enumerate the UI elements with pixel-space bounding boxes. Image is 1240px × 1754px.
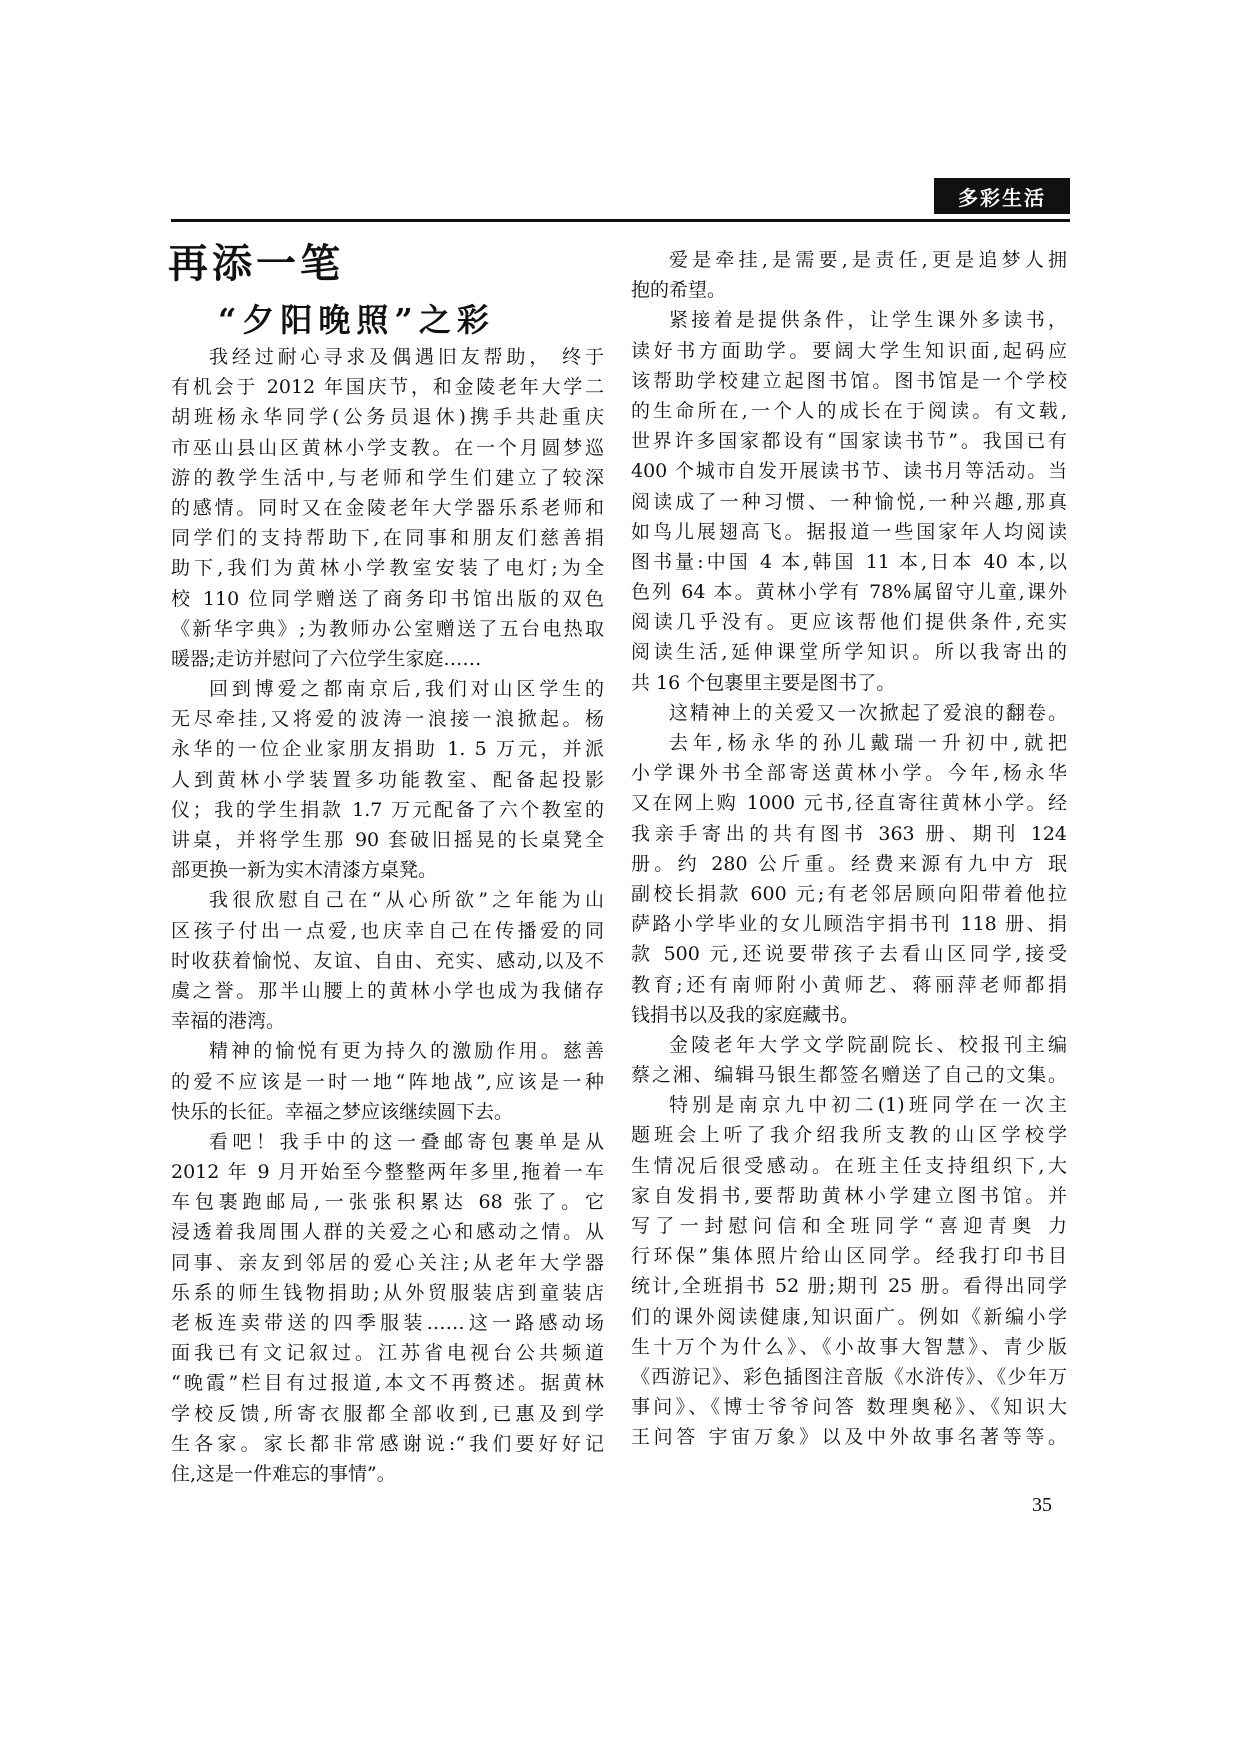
text-line: 图书量:中国 4 本,韩国 11 本,日本 40 本,以 (631, 550, 1067, 573)
text-line: 浸透着我周围人群的关爱之心和感动之情。从 (171, 1221, 604, 1244)
right-column (631, 245, 1067, 1453)
text-line: 有机会于 2012 年国庆节，和金陵老年大学二 (171, 376, 604, 399)
text-line: 爱是牵挂,是需要,是责任,更是追梦人拥 (669, 249, 1067, 271)
text-line: 该帮助学校建立起图书馆。图书馆是一个学校 (631, 369, 1067, 392)
text-line: 校 110 位同学赠送了商务印书馆出版的双色 (171, 587, 604, 610)
text-line: 车包裹跑邮局,一张张积累达 68 张了。它 (171, 1191, 604, 1214)
text-line: 特别是南京九中初二(1)班同学在一次主 (669, 1094, 1067, 1117)
text-line: 王问答 宇宙万象》以及中外故事名著等等。 (631, 1426, 1067, 1449)
text-line: 看吧！我手中的这一叠邮寄包裹单是从 (209, 1130, 604, 1153)
text-line: 的爱不应该是一时一地“阵地战”,应该是一种 (171, 1070, 604, 1093)
text-line: 《新华字典》;为教师办公室赠送了五台电热取 (171, 617, 604, 640)
text-line: 永华的一位企业家朋友捐助 1. 5 万元，并派 (171, 738, 604, 761)
text-line: 世界许多国家都设有“国家读书节”。我国已有 (631, 430, 1067, 453)
text-line: 家自发捐书,要帮助黄林小学建立图书馆。并 (631, 1184, 1067, 1207)
text-line: 读好书方面助学。要阔大学生知识面,起码应 (631, 339, 1067, 362)
text-line: 仪；我的学生捐款 1.7 万元配备了六个教室的 (171, 798, 604, 821)
text-line: 部更换一新为实木清漆方桌凳。 (171, 859, 438, 882)
text-line: “晚霞”栏目有过报道,本文不再赘述。据黄林 (171, 1372, 604, 1395)
header-rule (171, 219, 1070, 222)
text-line: 老板连卖带送的四季服装……这一路感动场 (171, 1312, 604, 1334)
text-line: 无尽牵挂,又将爱的波涛一浪接一浪掀起。杨 (171, 708, 604, 731)
text-line: 幸福的港湾。 (171, 1010, 286, 1033)
text-line: 市巫山县山区黄林小学支教。在一个月圆梦巡 (171, 436, 604, 459)
text-line: 行环保”集体照片给山区同学。经我打印书目 (631, 1245, 1067, 1268)
text-line: 快乐的长征。幸福之梦应该继续圆下去。 (171, 1100, 514, 1123)
text-line: 面我已有文记叙过。江苏省电视台公共频道 (171, 1342, 604, 1365)
text-line: 的感情。同时又在金陵老年大学器乐系老师和 (171, 496, 604, 519)
text-line: 小学课外书全部寄送黄林小学。今年,杨永华 (631, 762, 1067, 785)
text-line: 统计,全班捐书 52 册;期刊 25 册。看得出同学 (631, 1275, 1067, 1298)
text-line: 题班会上听了我介绍我所支教的山区学校学 (631, 1124, 1067, 1147)
text-line: 人到黄林小学装置多功能教室、配备起投影 (171, 768, 604, 791)
text-line: 暖器;走访并慰问了六位学生家庭…… (171, 647, 482, 670)
text-line: 写了一封慰问信和全班同学“喜迎青奥 力 (631, 1215, 1067, 1237)
text-line: 胡班杨永华同学(公务员退休)携手共赴重庆 (171, 406, 604, 429)
text-line: 讲桌，并将学生那 90 套破旧摇晃的长桌凳全 (171, 829, 604, 851)
text-line: 我亲手寄出的共有图书 363 册、期刊 124 (631, 822, 1067, 845)
text-line: 副校长捐款 600 元;有老邻居顾向阳带着他拉 (631, 882, 1067, 905)
text-line: 时收获着愉悦、友谊、自由、充实、感动,以及不 (171, 949, 604, 972)
text-line: 虞之誉。那半山腰上的黄林小学也成为我储存 (171, 979, 604, 1002)
text-line: 乐系的师生钱物捐助;从外贸服装店到童装店 (171, 1281, 604, 1304)
text-line: 2012 年 9 月开始至今整整两年多里,拖着一车 (171, 1161, 604, 1184)
text-line: 紧接着是提供条件，让学生课外多读书， (669, 309, 1067, 332)
text-line: 生各家。家长都非常感谢说:“我们要好好记 (171, 1432, 604, 1455)
text-line: 们的课外阅读健康,知识面广。例如《新编小学 (631, 1305, 1067, 1328)
text-line: 款 500 元,还说要带孩子去看山区同学,接受 (631, 943, 1067, 966)
page-number: 35 (1032, 1494, 1052, 1516)
text-line: 事问》、《博士爷爷问答 数理奥秘》、《知识大 (631, 1396, 1067, 1419)
text-line: 游的教学生活中,与老师和学生们建立了较深 (171, 466, 604, 489)
text-line: 我经过耐心寻求及偶遇旧友帮助， 终于 (209, 346, 604, 368)
text-line: 如鸟儿展翅高飞。据报道一些国家年人均阅读 (631, 520, 1067, 543)
text-line: 生十万个为什么》、《小故事大智慧》、青少版 (631, 1335, 1067, 1358)
text-line: 共 16 个包裹里主要是图书了。 (631, 671, 896, 694)
text-line: 学校反馈,所寄衣服都全部收到,已惠及到学 (171, 1402, 604, 1425)
text-line: 教育;还有南师附小黄师艺、蒋丽萍老师都捐 (631, 973, 1067, 996)
text-line: 抱的希望。 (631, 279, 727, 302)
text-line: 回到博爱之都南京后,我们对山区学生的 (209, 678, 604, 701)
text-line: 区孩子付出一点爱,也庆幸自己在传播爱的同 (171, 919, 604, 942)
text-line: 的生命所在,一个人的成长在于阅读。有文载, (631, 399, 1067, 422)
text-line: 萨路小学毕业的女儿顾浩宇捐书刊 118 册、捐 (631, 913, 1067, 936)
text-line: 这精神上的关爱又一次掀起了爱浪的翻卷。 (669, 701, 1067, 724)
text-line: 阅读几乎没有。更应该帮他们提供条件,充实 (631, 611, 1067, 634)
text-line: 阅读成了一种习惯、一种愉悦,一种兴趣,那真 (631, 490, 1067, 513)
text-line: 我很欣慰自己在“从心所欲”之年能为山 (209, 889, 604, 912)
text-line: 400 个城市自发开展读书节、读书月等活动。当 (631, 460, 1067, 483)
text-line: 钱捐书以及我的家庭藏书。 (631, 1003, 860, 1026)
text-line: 精神的愉悦有更为持久的激励作用。慈善 (209, 1040, 604, 1063)
article-subtitle: “夕阳晚照”之彩 (218, 301, 495, 339)
text-line: 同学们的支持帮助下,在同事和朋友们慈善捐 (171, 527, 604, 550)
text-line: 册。约 280 公斤重。经费来源有九中方 珉 (631, 852, 1067, 875)
section-label: 多彩生活 (934, 178, 1070, 214)
text-line: 同事、亲友到邻居的爱心关注;从老年大学器 (171, 1251, 604, 1274)
text-line: 生情况后很受感动。在班主任支持组织下,大 (631, 1154, 1067, 1177)
text-line: 阅读生活,延伸课堂所学知识。所以我寄出的 (631, 641, 1067, 664)
text-line: 《西游记》、彩色插图注音版《水浒传》、《少年万 (631, 1365, 1067, 1388)
left-column (171, 342, 604, 1489)
text-line: 色列 64 本。黄林小学有 78%属留守儿童,课外 (631, 581, 1067, 604)
text-line: 蔡之湘、编辑马银生都签名赠送了自己的文集。 (631, 1064, 1067, 1087)
text-line: 又在网上购 1000 元书,径直寄往黄林小学。经 (631, 792, 1067, 815)
text-line: 住,这是一件难忘的事情”。 (171, 1462, 396, 1485)
text-line: 去年,杨永华的孙儿戴瑞一升初中,就把 (669, 732, 1067, 754)
article-title: 再添一笔 (168, 240, 344, 287)
text-line: 金陵老年大学文学院副院长、校报刊主编 (669, 1033, 1067, 1056)
text-line: 助下,我们为黄林小学教室安装了电灯;为全 (171, 557, 604, 580)
